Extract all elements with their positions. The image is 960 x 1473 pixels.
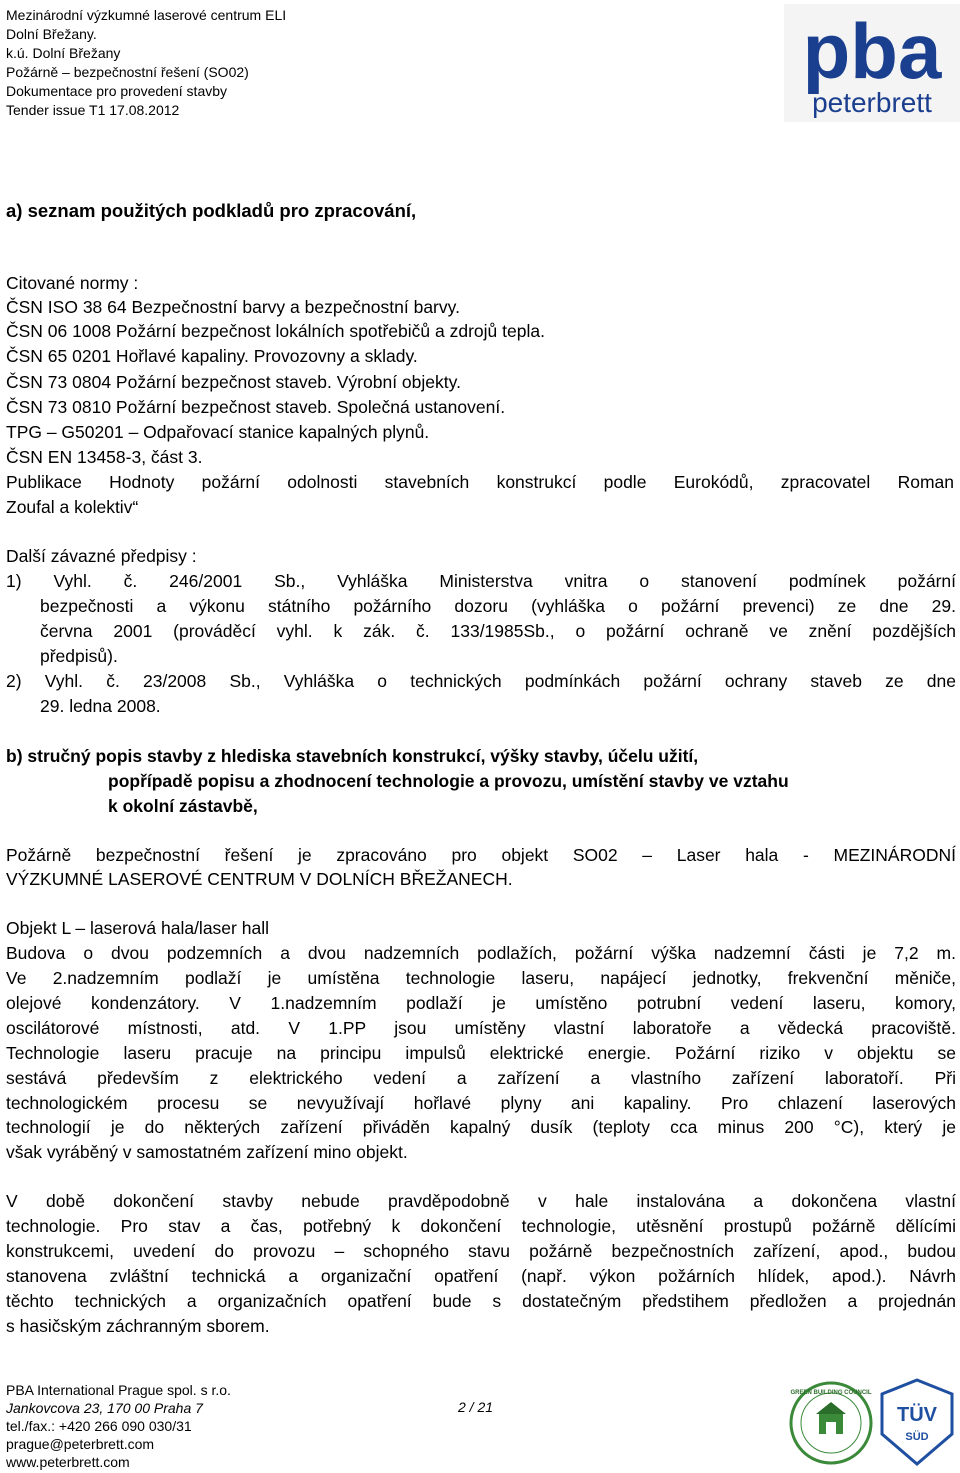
section-a-heading: a) seznam použitých podkladů pro zpracování, xyxy=(6,200,417,221)
publication-line: Zoufal a kolektiv“ xyxy=(6,497,139,517)
tuv-sud-badge xyxy=(876,1376,958,1468)
footer-email[interactable]: prague@peterbrett.com xyxy=(6,1436,155,1452)
logo-peterbrett-text: peterbrett xyxy=(812,87,932,118)
norm-item: ČSN 06 1008 Požární bezpečnost lokálních spotřebičů a zdrojů tepla. xyxy=(6,321,545,341)
section-b-heading: b) stručný popis stavby z hlediska stavebních konstrukcí, výšky stavby, účelu užití, xyxy=(6,746,699,766)
norm-item: TPG – G50201 – Odpařovací stanice kapalných plynů. xyxy=(6,422,430,442)
regulation-1-line: června 2001 (prováděcí vyhl. k zák. č. 133/1985Sb., o požární ochraně ve znění pozdějších xyxy=(40,621,956,641)
paragraph-line: Technologie laseru pracuje na principu impulsů elektrické energie. Požární riziko v objektu se xyxy=(6,1043,956,1063)
gbc-label: GREEN BUILDING COUNCIL xyxy=(790,1390,872,1396)
paragraph-line: technologií je do některých zařízení přiváděn kapalný dusík (teploty cca minus 200 °C), který je xyxy=(6,1117,956,1137)
tuv-label: TÜV xyxy=(897,1404,937,1426)
footer-company: PBA International Prague spol. s r.o. xyxy=(6,1382,231,1398)
regulations-title: Další závazné předpisy : xyxy=(6,546,197,566)
regulation-1-line: předpisů). xyxy=(40,646,118,666)
norm-item: ČSN 73 0810 Požární bezpečnost staveb. Společná ustanovení. xyxy=(6,397,506,417)
object-title: Objekt L – laserová hala/laser hall xyxy=(6,918,269,938)
paragraph-line: s hasičským záchranným sborem. xyxy=(6,1316,270,1336)
paragraph-line: Budova o dvou podzemních a dvou nadzemních podlažích, požární výška nadzemní části je 7,2 m. xyxy=(6,943,956,963)
footer-contact xyxy=(6,1381,231,1471)
paragraph-line: těchto technických a organizačních opatření bude s dostatečným předstihem předložen a projednán xyxy=(6,1291,956,1311)
footer-phone: tel./fax.: +420 266 090 030/31 xyxy=(6,1418,192,1434)
logo-pba-text: pba xyxy=(802,7,942,95)
paragraph-line: olejové kondenzátory. V 1.nadzemním podlaží je umístěno potrubní vedení laseru, komory, xyxy=(6,993,956,1013)
paragraph-line: Ve 2.nadzemním podlaží je umístěna technologie laseru, napájecí jednotky, frekvenční měniče, xyxy=(6,968,956,988)
header-project-line: Mezinárodní výzkumné laserové centrum ELI xyxy=(6,7,287,23)
header-location-line: Dolní Břežany. xyxy=(6,26,97,42)
regulation-2-line: 2) Vyhl. č. 23/2008 Sb., Vyhláška o technických podmínkách požární ochrany staveb ze dne xyxy=(6,671,956,691)
paragraph-line: sestává především z elektrického vedení a zařízení a vlastního zařízení laboratoří. Při xyxy=(6,1068,956,1088)
footer-address: Jankovcova 23, 170 00 Praha 7 xyxy=(6,1400,203,1416)
header-section-line: Požárně – bezpečnostní řešení (SO02) xyxy=(6,64,249,80)
paragraph-line: však vyráběný v samostatném zařízení mino objekt. xyxy=(6,1142,408,1162)
footer-web[interactable]: www.peterbrett.com xyxy=(6,1454,130,1470)
green-building-council-badge xyxy=(788,1378,874,1468)
pba-peterbrett-logo xyxy=(784,4,960,122)
paragraph-line: stanovena zvláštní technická a organizační opatření (např. výkon požárních hlídek, apod.). Návrh xyxy=(6,1266,956,1286)
regulation-1-line: bezpečnosti a výkonu státního požárního dozoru (vyhláška o požární prevenci) ze dne 29. xyxy=(40,596,956,616)
paragraph-line: V době dokončení stavby nebude pravděpodobně v hale instalována a dokončena vlastní xyxy=(6,1191,956,1211)
intro-line: VÝZKUMNÉ LASEROVÉ CENTRUM V DOLNÍCH BŘEŽANECH. xyxy=(6,869,513,889)
paragraph-line: oscilátorové místnosti, atd. V 1.PP jsou umístěny vlastní laboratoře a vědecká pracoviště. xyxy=(6,1018,956,1038)
paragraph-line: technologickém procesu se nevyužívají hořlavé plyny ani kapaliny. Pro chlazení laserových xyxy=(6,1093,956,1113)
norm-item: ČSN EN 13458-3, část 3. xyxy=(6,447,203,467)
section-b-heading: popřípadě popisu a zhodnocení technologie a provozu, umístění stavby ve vztahu xyxy=(108,771,789,791)
paragraph-line: konstrukcemi, uvedení do provozu – schopného stavu požárně bezpečnostních zařízení, apod., budou xyxy=(6,1241,956,1261)
document-header xyxy=(6,6,286,120)
page-number: 2 / 21 xyxy=(458,1399,494,1415)
section-b-heading: k okolní zástavbě, xyxy=(108,796,258,816)
norm-item: ČSN ISO 38 64 Bezpečnostní barvy a bezpečnostní barvy. xyxy=(6,297,460,317)
norm-item: ČSN 65 0201 Hořlavé kapaliny. Provozovny a sklady. xyxy=(6,346,418,366)
header-cadastre-line: k.ú. Dolní Břežany xyxy=(6,45,121,61)
norm-item: ČSN 73 0804 Požární bezpečnost staveb. Výrobní objekty. xyxy=(6,372,461,392)
publication-line: Publikace Hodnoty požární odolnosti stavebních konstrukcí podle Eurokódů, zpracovatel Roman xyxy=(6,472,954,492)
norms-title: Citované normy : xyxy=(6,273,139,293)
paragraph-line: technologie. Pro stav a čas, potřebný k dokončení technologie, utěsnění prostupů požárně dělícími xyxy=(6,1216,956,1236)
regulation-2-line: 29. ledna 2008. xyxy=(40,696,161,716)
regulation-1-line: 1) Vyhl. č. 246/2001 Sb., Vyhláška Ministerstva vnitra o stanovení podmínek požární xyxy=(6,571,956,591)
sud-label: SÜD xyxy=(905,1431,929,1443)
header-doc-type-line: Dokumentace pro provedení stavby xyxy=(6,83,228,99)
header-tender-line: Tender issue T1 17.08.2012 xyxy=(6,102,180,118)
intro-line: Požárně bezpečnostní řešení je zpracováno pro objekt SO02 – Laser hala - MEZINÁRODNÍ xyxy=(6,845,956,865)
